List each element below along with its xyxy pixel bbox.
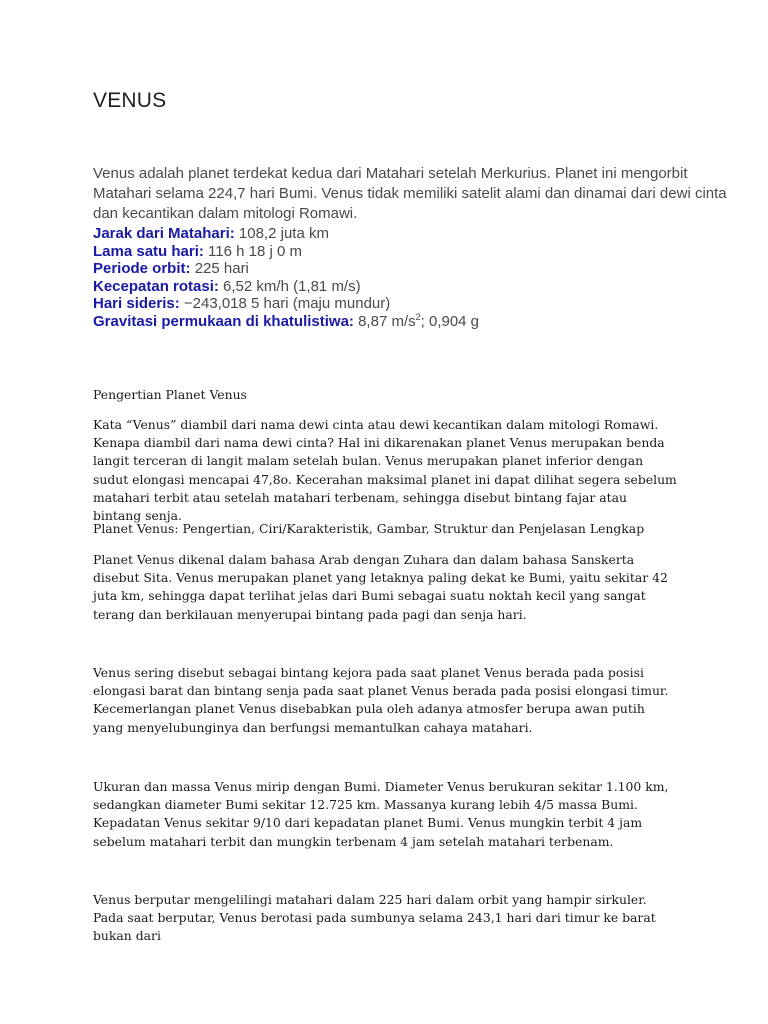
fact-value: 116 h 18 j 0 m: [208, 242, 302, 260]
fact-value: −243,018 5 hari (maju mundur): [183, 295, 391, 312]
paragraph-1: Kata “Venus” diambil dari nama dewi cinta atau dewi kecantikan dalam mitologi Romawi. Kenapa diambil dari nama dewi cinta? Hal ini dikarenakan planet Venus merupakan benda langit terceran di langit malam setelah bulan. Venus merupakan planet inferior dengan sudut elongasi mencapai 47,8o. Kecerahan maksimal planet ini dapat dilihat segera sebelum matahari terbit atau setelah matahari terbenam, sehingga disebut bintang fajar atau bintang senja.: [93, 417, 677, 524]
fact-value: 108,2 juta km: [238, 225, 329, 242]
paragraph-4: Ukuran dan massa Venus mirip dengan Bumi. Diameter Venus berukuran sekitar 1.100 km, sedangkan diameter Bumi sekitar 12.725 km. Massanya kurang lebih 4/5 massa Bumi. Kepadatan Venus sekitar 9/10 dari kepadatan planet Bumi. Venus mungkin terbit 4 jam sebelum matahari terbit dan mungkin terbenam 4 jam setelah matahari terbenam.: [93, 779, 669, 849]
paragraph-3: Venus sering disebut sebagai bintang kejora pada saat planet Venus berada pada posisi elongasi barat dan bintang senja pada saat planet Venus berada pada posisi elongasi timur. Kecemerlangan planet Venus disebabkan pula oleh adanya atmosfer berupa awan putih yang menyelubunginya dan berfungsi memantulkan cahaya matahari.: [93, 665, 669, 735]
fact-label: Hari sideris:: [93, 295, 180, 312]
fact-surface-gravity: [93, 313, 733, 331]
fact-value-main: 8,87 m/s: [358, 312, 416, 330]
fact-value: [358, 313, 479, 330]
intro-paragraph: Venus adalah planet terdekat kedua dari Matahari setelah Merkurius. Planet ini mengorbit Matahari selama 224,7 hari Bumi. Venus tidak memiliki satelit alami dan dinamai dari dewi cinta dan kecantikan dalam mitologi Romawi.: [93, 165, 727, 222]
section-subheading: Planet Venus: Pengertian, Ciri/Karakteristik, Gambar, Struktur dan Penjelasan Lengkap: [93, 521, 645, 536]
fact-label: Gravitasi permukaan di khatulistiwa:: [93, 312, 354, 330]
paragraph-5: Venus berputar mengelilingi matahari dalam 225 hari dalam orbit yang hampir sirkuler. Pada saat berputar, Venus berotasi pada sumbunya selama 243,1 hari dari timur ke barat bukan dari: [93, 892, 656, 944]
fact-label: Kecepatan rotasi:: [93, 277, 219, 295]
page-title: VENUS: [93, 89, 167, 112]
fact-distance: [93, 225, 733, 243]
fact-sidereal-day: [93, 295, 733, 313]
fact-value-tail: ; 0,904 g: [420, 312, 480, 330]
fact-day-length: [93, 243, 733, 261]
section-heading: Pengertian Planet Venus: [93, 387, 247, 402]
planet-facts-list: [93, 225, 733, 330]
fact-label: Lama satu hari:: [93, 242, 204, 260]
fact-label: Periode orbit:: [93, 260, 191, 277]
fact-value: 6,52 km/h (1,81 m/s): [223, 277, 361, 295]
paragraph-2: Planet Venus dikenal dalam bahasa Arab dengan Zuhara dan dalam bahasa Sanskerta disebut Sita. Venus merupakan planet yang letaknya paling dekat ke Bumi, yaitu sekitar 42 juta km, sehingga dapat terlihat jelas dari Bumi sebagai suatu noktah kecil yang sangat terang dan berkilauan menyerupai bintang pada pagi dan senja hari.: [93, 552, 668, 622]
fact-value: 225 hari: [194, 260, 249, 277]
fact-label: Jarak dari Matahari:: [93, 225, 235, 242]
fact-orbit-period: [93, 260, 733, 278]
fact-value-superscript: 2: [415, 311, 421, 322]
fact-rotation-speed: [93, 278, 733, 296]
